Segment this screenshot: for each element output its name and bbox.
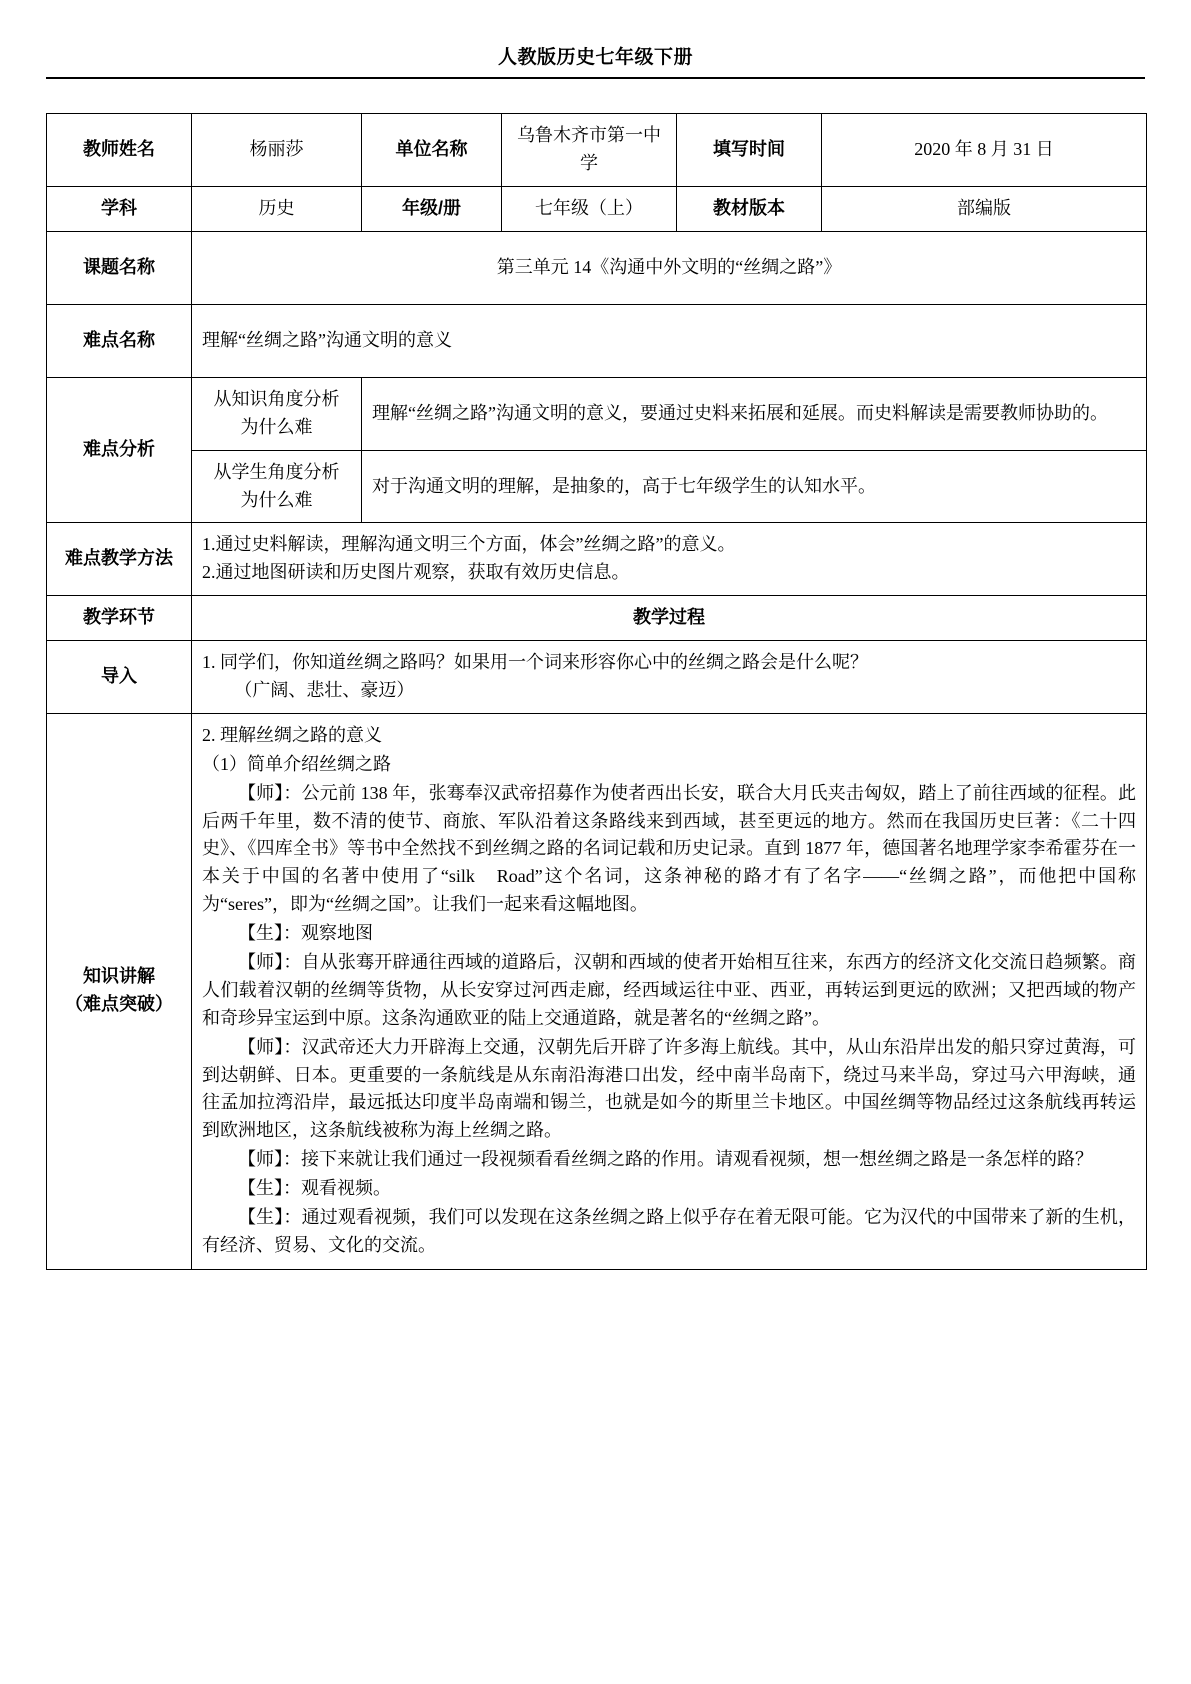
table-row-subject-info — [47, 187, 1147, 232]
analysis-knowledge-label-line2: 为什么难 — [240, 416, 313, 437]
difficulty-value: 理解“丝绸之路”沟通文明的意义 — [192, 304, 1147, 377]
fill-date-value: 2020 年 8 月 31 日 — [822, 114, 1147, 187]
analysis-student-label-line2: 为什么难 — [240, 489, 313, 510]
analysis-student-label — [192, 450, 362, 523]
textbook-version-label: 教材版本 — [677, 187, 822, 232]
knowledge-label-line2: （难点突破） — [65, 994, 173, 1015]
stage-column-header: 教学环节 — [47, 596, 192, 641]
table-row-difficulty — [47, 304, 1147, 377]
knowledge-paragraph-4: 【生】：观察地图 — [238, 923, 373, 944]
subject-label: 学科 — [47, 187, 192, 232]
table-row-analysis-student — [47, 450, 1147, 523]
knowledge-paragraph-6: 【师】：汉武帝还大力开辟海上交通，汉朝先后开辟了许多海上航线。其中，从山东沿岸出发的船只穿过黄海，可到达朝鲜、日本。更重要的一条航线是从东南沿海港口出发，经中南半岛南下，绕过马来半岛，穿过马六甲海峡，通往孟加拉湾沿岸，最远抵达印度半岛南端和锡兰，也就是如今的斯里兰卡地区。中国丝绸等物品经过这条航线再转运到欧洲地区，这条航线被称为海上丝绸之路。 — [202, 1036, 1136, 1141]
table-row-knowledge — [47, 713, 1147, 1269]
textbook-version-value: 部编版 — [822, 187, 1147, 232]
grade-label: 年级/册 — [362, 187, 502, 232]
table-row-process-header — [47, 596, 1147, 641]
table-row-topic — [47, 231, 1147, 304]
intro-text — [192, 641, 1147, 714]
knowledge-paragraph-7: 【师】：接下来就让我们通过一段视频看看丝绸之路的作用。请观看视频，想一想丝绸之路是一条怎样的路？ — [238, 1149, 1093, 1170]
unit-name-label: 单位名称 — [362, 114, 502, 187]
analysis-label: 难点分析 — [47, 377, 192, 523]
knowledge-paragraph-5: 【师】：自从张骞开辟通往西域的道路后，汉朝和西域的使者开始相互往来，东西方的经济文化交流日趋频繁。商人们载着汉朝的丝绸等货物，从长安穿过河西走廊，经西域运往中亚、西亚，再转运到更远的欧洲；又把西域的物产和奇珍异宝运到中原。这条沟通欧亚的陆上交通道路，就是著名的“丝绸之路”。 — [202, 952, 1136, 1028]
topic-value: 第三单元 14《沟通中外文明的“丝绸之路”》 — [192, 231, 1147, 304]
method-text — [192, 523, 1147, 596]
teacher-name-value: 杨丽莎 — [192, 114, 362, 187]
header-divider — [46, 77, 1145, 79]
knowledge-text — [192, 713, 1147, 1269]
analysis-knowledge-text: 理解“丝绸之路”沟通文明的意义，要通过史料来拓展和延展。而史料解读是需要教师协助的。 — [362, 377, 1147, 450]
intro-line-2: （广阔、悲壮、豪迈） — [234, 680, 415, 701]
table-row-method — [47, 523, 1147, 596]
page-header-title: 人教版历史七年级下册 — [497, 47, 693, 68]
subject-value: 历史 — [192, 187, 362, 232]
knowledge-label-line1: 知识讲解 — [83, 966, 155, 987]
intro-line-1: 1. 同学们，你知道丝绸之路吗？如果用一个词来形容你心中的丝绸之路会是什么呢？ — [202, 652, 868, 673]
method-label: 难点教学方法 — [47, 523, 192, 596]
knowledge-paragraph-1: 2. 理解丝绸之路的意义 — [202, 724, 382, 745]
knowledge-label — [47, 713, 192, 1269]
analysis-student-text: 对于沟通文明的理解，是抽象的，高于七年级学生的认知水平。 — [362, 450, 1147, 523]
table-row-analysis-knowledge — [47, 377, 1147, 450]
analysis-knowledge-label-line1: 从知识角度分析 — [213, 388, 340, 409]
table-row-intro — [47, 641, 1147, 714]
table-row-teacher-info — [47, 114, 1147, 187]
analysis-student-label-line1: 从学生角度分析 — [213, 461, 340, 482]
grade-value: 七年级（上） — [502, 187, 677, 232]
method-line-2: 2.通过地图研读和历史图片观察，获取有效历史信息。 — [202, 562, 630, 583]
knowledge-paragraph-8: 【生】：观看视频。 — [238, 1178, 391, 1199]
analysis-knowledge-label — [192, 377, 362, 450]
process-column-header: 教学过程 — [192, 596, 1147, 641]
difficulty-label: 难点名称 — [47, 304, 192, 377]
unit-name-value: 乌鲁木齐市第一中学 — [502, 114, 677, 187]
topic-label: 课题名称 — [47, 231, 192, 304]
fill-date-label: 填写时间 — [677, 114, 822, 187]
teacher-name-label: 教师姓名 — [47, 114, 192, 187]
knowledge-paragraph-3: 【师】：公元前 138 年，张骞奉汉武帝招募作为使者西出长安，联合大月氏夹击匈奴，踏上了前往西域的征程。此后两千年里，数不清的使节、商旅、军队沿着这条路线来到西域，甚至更远的地方。然而在我国历史巨著：《二十四史》、《四库全书》等书中全然找不到丝绸之路的名词记载和历史记录。直到 1877 年，德国著名地理学家李希霍芬在一本关于中国的名著中使用了“silk Road”这个名词，这条神秘的路才有了名字——“丝绸之路”，而他把中国称为“seres”，即为“丝绸之国”。让我们一起来看这幅地图。 — [202, 782, 1136, 915]
knowledge-paragraph-9: 【生】：通过观看视频，我们可以发现在这条丝绸之路上似乎存在着无限可能。它为汉代的中国带来了新的生机，有经济、贸易、文化的交流。 — [202, 1207, 1136, 1255]
method-line-1: 1.通过史料解读，理解沟通文明三个方面，体会”丝绸之路”的意义。 — [202, 534, 736, 555]
intro-label: 导入 — [47, 641, 192, 714]
lesson-plan-table — [46, 113, 1147, 1270]
knowledge-paragraph-2: （1）简单介绍丝绸之路 — [202, 753, 391, 774]
